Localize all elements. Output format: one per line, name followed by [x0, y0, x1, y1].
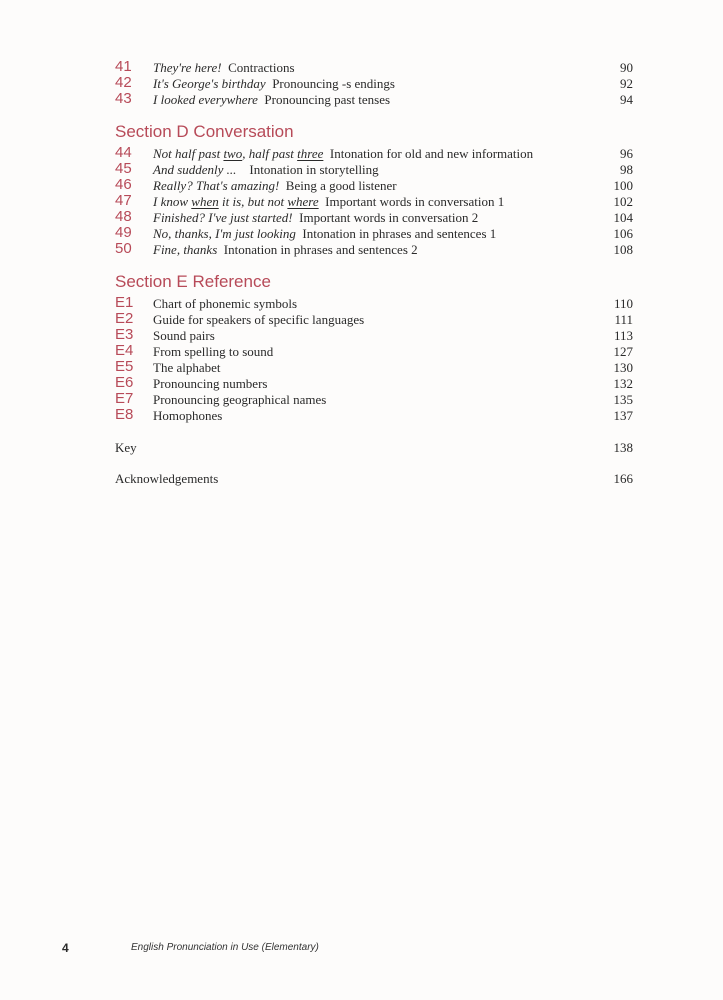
unit-topic: Intonation in storytelling	[249, 162, 379, 177]
page-number: 132	[613, 376, 633, 391]
footer-book-title: English Pronunciation in Use (Elementary)	[131, 942, 319, 953]
unit-number: E3	[115, 326, 134, 343]
unit-topic: Important words in conversation 1	[325, 194, 505, 209]
unit-row	[115, 312, 633, 328]
unit-row	[115, 60, 633, 76]
section-e-units	[115, 296, 633, 424]
page-number: 104	[613, 210, 633, 225]
unit-number: 49	[115, 224, 132, 241]
unit-row	[115, 226, 633, 242]
unit-topic: Being a good listener	[285, 178, 397, 193]
unit-number: 45	[115, 160, 132, 177]
unit-topic: Chart of phonemic symbols	[153, 296, 298, 311]
unit-number: 41	[115, 58, 132, 75]
unit-number: E1	[115, 294, 134, 311]
acknowledgements-label: Acknowledgements	[115, 471, 219, 486]
page-number: 137	[613, 408, 633, 423]
key-label: Key	[115, 440, 137, 455]
unit-topic: Sound pairs	[153, 328, 215, 343]
unit-row	[115, 146, 633, 162]
unit-row	[115, 210, 633, 226]
unit-row	[115, 178, 633, 194]
unit-topic: Guide for speakers of specific languages	[153, 312, 365, 327]
section-e-heading: Section E Reference	[115, 272, 271, 291]
footer-page-number: 4	[62, 941, 69, 955]
page-number: 113	[613, 328, 633, 343]
unit-row	[115, 408, 633, 424]
unit-number: 44	[115, 144, 132, 161]
unit-title: Really? That's amazing!	[153, 178, 280, 193]
unit-number: 43	[115, 90, 132, 107]
unit-title: Not half past two, half past three	[153, 146, 324, 161]
page-number: 127	[613, 344, 633, 359]
unit-row	[115, 194, 633, 210]
unit-topic: Intonation in phrases and sentences 2	[223, 242, 418, 257]
page-number: 110	[613, 296, 633, 311]
units-41-43	[115, 60, 633, 108]
unit-number: 46	[115, 176, 132, 193]
page-number: 106	[613, 226, 633, 241]
page-number: 130	[613, 360, 633, 375]
unit-number: 50	[115, 240, 132, 257]
unit-title: No, thanks, I'm just looking	[153, 226, 296, 241]
page-number: 102	[613, 194, 633, 209]
page-number: 138	[613, 440, 633, 455]
unit-title: Finished? I've just started!	[153, 210, 293, 225]
unit-number: 47	[115, 192, 132, 209]
page-number: 98	[620, 162, 633, 177]
unit-topic: Homophones	[153, 408, 223, 423]
unit-row	[115, 162, 633, 178]
page-number: 100	[613, 178, 633, 193]
unit-title: I know when it is, but not where	[153, 194, 319, 209]
unit-title: Fine, thanks	[153, 242, 218, 257]
unit-topic: Pronouncing -s endings	[272, 76, 395, 91]
page-number: 92	[620, 76, 633, 91]
unit-number: E4	[115, 342, 134, 359]
unit-row	[115, 392, 633, 408]
section-d-heading: Section D Conversation	[115, 122, 294, 141]
unit-title: And suddenly ...	[153, 162, 237, 177]
unit-row	[115, 92, 633, 108]
page-number: 94	[620, 92, 633, 107]
unit-topic: Contractions	[228, 60, 295, 75]
page-number: 90	[620, 60, 633, 75]
unit-number: E6	[115, 374, 134, 391]
unit-title: They're here!	[153, 60, 222, 75]
key-entry	[115, 440, 633, 456]
unit-number: E8	[115, 406, 134, 423]
unit-title: I looked everywhere	[153, 92, 258, 107]
unit-topic: Pronouncing geographical names	[153, 392, 327, 407]
unit-row	[115, 242, 633, 258]
unit-title: It's George's birthday	[153, 76, 266, 91]
section-d-units	[115, 146, 633, 258]
unit-number: 48	[115, 208, 132, 225]
unit-topic: Intonation in phrases and sentences 1	[302, 226, 497, 241]
unit-number: 42	[115, 74, 132, 91]
acknowledgements-entry	[115, 471, 633, 487]
page-number: 108	[613, 242, 633, 257]
page-number: 135	[613, 392, 633, 407]
page-number: 111	[614, 312, 633, 327]
unit-topic: The alphabet	[153, 360, 221, 375]
unit-row	[115, 344, 633, 360]
unit-number: E5	[115, 358, 134, 375]
unit-row	[115, 360, 633, 376]
unit-topic: Pronouncing past tenses	[264, 92, 391, 107]
unit-row	[115, 376, 633, 392]
unit-topic: Pronouncing numbers	[153, 376, 268, 391]
unit-topic: From spelling to sound	[153, 344, 274, 359]
unit-number: E7	[115, 390, 134, 407]
page-number: 166	[613, 471, 633, 486]
unit-row	[115, 328, 633, 344]
unit-row	[115, 296, 633, 312]
unit-number: E2	[115, 310, 134, 327]
page-number: 96	[620, 146, 633, 161]
unit-row	[115, 76, 633, 92]
unit-topic: Important words in conversation 2	[299, 210, 479, 225]
unit-topic: Intonation for old and new information	[329, 146, 534, 161]
